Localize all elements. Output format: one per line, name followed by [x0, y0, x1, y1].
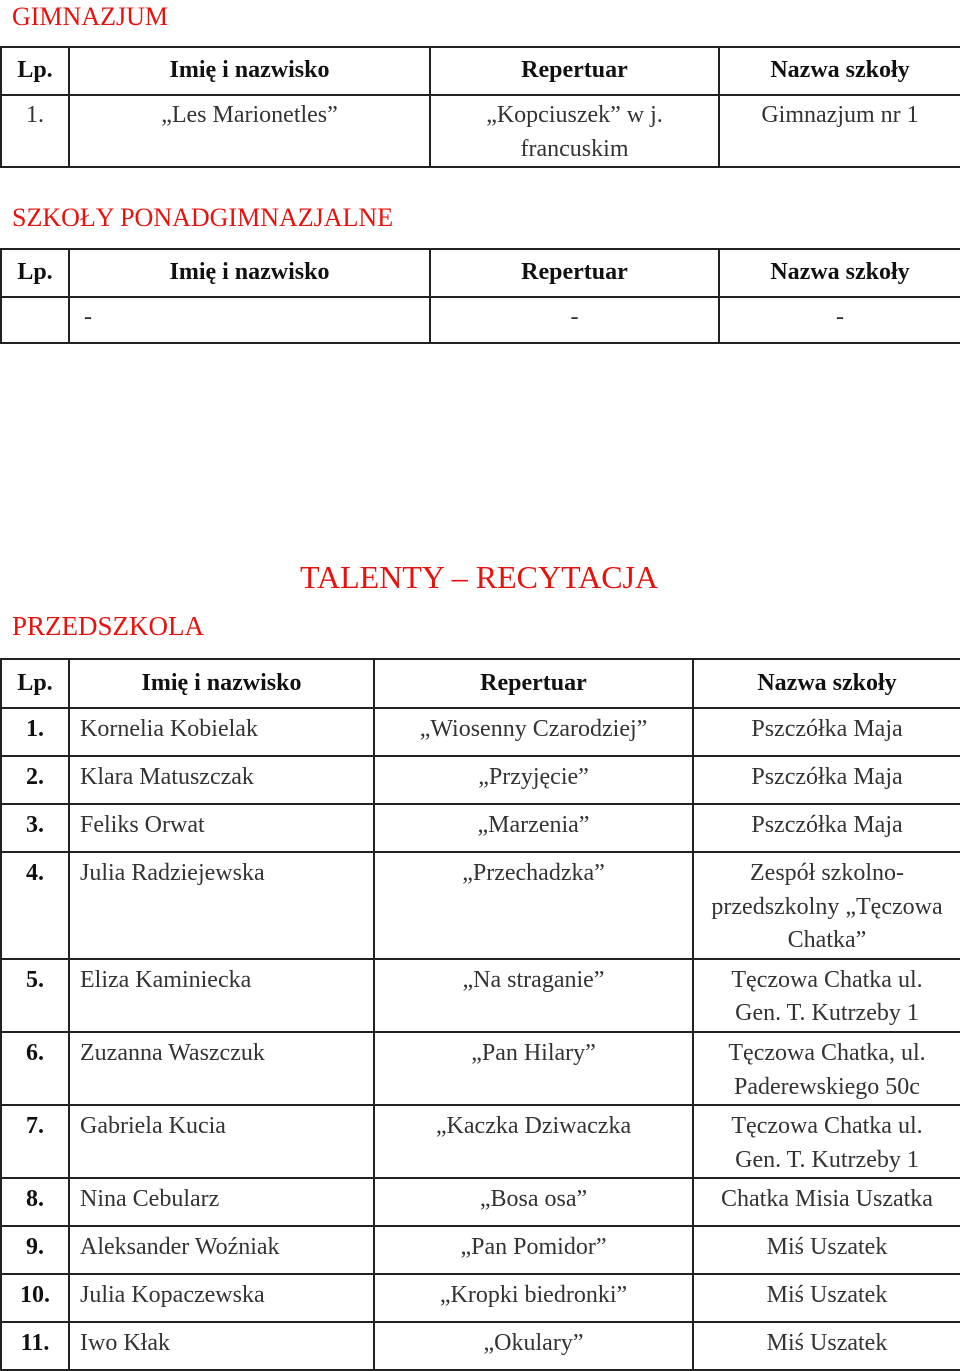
- school-line: Miś Uszatek: [766, 1330, 888, 1357]
- row-name: Iwo Kłak: [69, 1322, 374, 1370]
- school-line: Chatka”: [787, 927, 867, 954]
- row-lp: 11.: [1, 1322, 69, 1370]
- table-row: [1, 959, 960, 1032]
- school-line: Pszczółka Maja: [751, 812, 903, 838]
- school-line: przedszkolny „Tęczowa: [711, 893, 943, 920]
- section-title-ponadgimnazjalne: SZKOŁY PONADGIMNAZJALNE: [12, 203, 394, 232]
- row-repertoire: „Wiosenny Czarodziej”: [374, 708, 693, 756]
- row-repertoire: „Kaczka Dziwaczka: [374, 1105, 693, 1178]
- table-row: [1, 1322, 960, 1370]
- school-line: Gen. T. Kutrzeby 1: [735, 1000, 919, 1027]
- row-school: [693, 708, 960, 756]
- row-name: Julia Kopaczewska: [69, 1274, 374, 1322]
- header-name: Imię i nazwisko: [69, 659, 374, 708]
- school-line: Chatka Misia Uszatka: [721, 1186, 933, 1213]
- przedszkola-table: [0, 658, 960, 1371]
- school-line: Zespół szkolno-: [750, 860, 904, 886]
- row-name: Eliza Kaminiecka: [69, 959, 374, 1032]
- row-lp: 6.: [1, 1032, 69, 1105]
- repertoire-line: „Kopciuszek” w j.: [486, 102, 663, 128]
- header-repertoire: Repertuar: [430, 249, 719, 297]
- ponadgimnazjalne-table: [0, 248, 960, 344]
- school-line: Paderewskiego 50c: [734, 1073, 920, 1100]
- row-repertoire: „Na straganie”: [374, 959, 693, 1032]
- table-row: [1, 1226, 960, 1274]
- row-name: Aleksander Woźniak: [69, 1226, 374, 1274]
- header-school: Nazwa szkoły: [719, 47, 960, 95]
- row-lp: 4.: [1, 852, 69, 959]
- row-lp: 7.: [1, 1105, 69, 1178]
- section-title-przedszkola: PRZEDSZKOLA: [12, 611, 205, 641]
- row-name: Zuzanna Waszczuk: [69, 1032, 374, 1105]
- row-lp: 1.: [1, 95, 69, 167]
- table-row: [1, 756, 960, 804]
- row-name: Kornelia Kobielak: [69, 708, 374, 756]
- table-row: [1, 1105, 960, 1178]
- table-row: [1, 1032, 960, 1105]
- table-header-row: [1, 47, 960, 95]
- table-row: [1, 1274, 960, 1322]
- table-header-row: [1, 249, 960, 297]
- row-repertoire: „Marzenia”: [374, 804, 693, 852]
- header-name: Imię i nazwisko: [69, 249, 430, 297]
- row-repertoire: „Przyjęcie”: [374, 756, 693, 804]
- main-title: TALENTY – RECYTACJA: [300, 559, 659, 595]
- row-school: [693, 1226, 960, 1274]
- row-school: Gimnazjum nr 1: [719, 95, 960, 167]
- row-school: -: [719, 297, 960, 343]
- row-lp: 1.: [1, 708, 69, 756]
- row-name: Julia Radziejewska: [69, 852, 374, 959]
- row-school: [693, 1032, 960, 1105]
- row-name: Feliks Orwat: [69, 804, 374, 852]
- row-school: [693, 1274, 960, 1322]
- gimnazjum-table: [0, 46, 960, 168]
- table-header-row: [1, 659, 960, 708]
- header-school: Nazwa szkoły: [719, 249, 960, 297]
- school-line: Pszczółka Maja: [751, 716, 903, 742]
- row-lp: 3.: [1, 804, 69, 852]
- school-line: Miś Uszatek: [766, 1282, 888, 1309]
- header-lp: Lp.: [1, 249, 69, 297]
- header-lp: Lp.: [1, 659, 69, 708]
- row-lp: [1, 297, 69, 343]
- row-school: [693, 756, 960, 804]
- row-name: Nina Cebularz: [69, 1178, 374, 1226]
- row-repertoire: „Pan Pomidor”: [374, 1226, 693, 1274]
- school-line: Miś Uszatek: [766, 1234, 888, 1261]
- school-line: Tęczowa Chatka, ul.: [728, 1039, 926, 1066]
- row-repertoire: „Pan Hilary”: [374, 1032, 693, 1105]
- row-school: [693, 1178, 960, 1226]
- row-repertoire: -: [430, 297, 719, 343]
- row-repertoire: „Okulary”: [374, 1322, 693, 1370]
- row-lp: 5.: [1, 959, 69, 1032]
- row-name: -: [69, 297, 430, 343]
- row-school: [693, 959, 960, 1032]
- row-name: Klara Matuszczak: [69, 756, 374, 804]
- table-row: [1, 95, 960, 167]
- row-lp: 8.: [1, 1178, 69, 1226]
- school-line: Pszczółka Maja: [751, 764, 903, 790]
- school-line: Tęczowa Chatka ul.: [731, 1113, 923, 1140]
- row-school: [693, 804, 960, 852]
- row-lp: 9.: [1, 1226, 69, 1274]
- school-line: Gen. T. Kutrzeby 1: [735, 1146, 919, 1173]
- row-lp: 10.: [1, 1274, 69, 1322]
- row-repertoire: „Bosa osa”: [374, 1178, 693, 1226]
- row-name: Gabriela Kucia: [69, 1105, 374, 1178]
- header-repertoire: Repertuar: [430, 47, 719, 95]
- row-school: [693, 1105, 960, 1178]
- row-repertoire: „Kropki biedronki”: [374, 1274, 693, 1322]
- section-title-gimnazjum: GIMNAZJUM: [12, 2, 168, 31]
- row-school: [693, 852, 960, 959]
- header-school: Nazwa szkoły: [693, 659, 960, 708]
- row-repertoire: „Przechadzka”: [374, 852, 693, 959]
- table-row: [1, 804, 960, 852]
- table-row: [1, 297, 960, 343]
- row-school: [693, 1322, 960, 1370]
- table-row: [1, 708, 960, 756]
- header-repertoire: Repertuar: [374, 659, 693, 708]
- row-name: „Les Marionetles”: [69, 95, 430, 167]
- table-row: [1, 1178, 960, 1226]
- row-lp: 2.: [1, 756, 69, 804]
- table-row: [1, 852, 960, 959]
- row-repertoire: [430, 95, 719, 167]
- header-name: Imię i nazwisko: [69, 47, 430, 95]
- header-lp: Lp.: [1, 47, 69, 95]
- repertoire-line: francuskim: [520, 135, 629, 162]
- school-line: Tęczowa Chatka ul.: [731, 966, 923, 993]
